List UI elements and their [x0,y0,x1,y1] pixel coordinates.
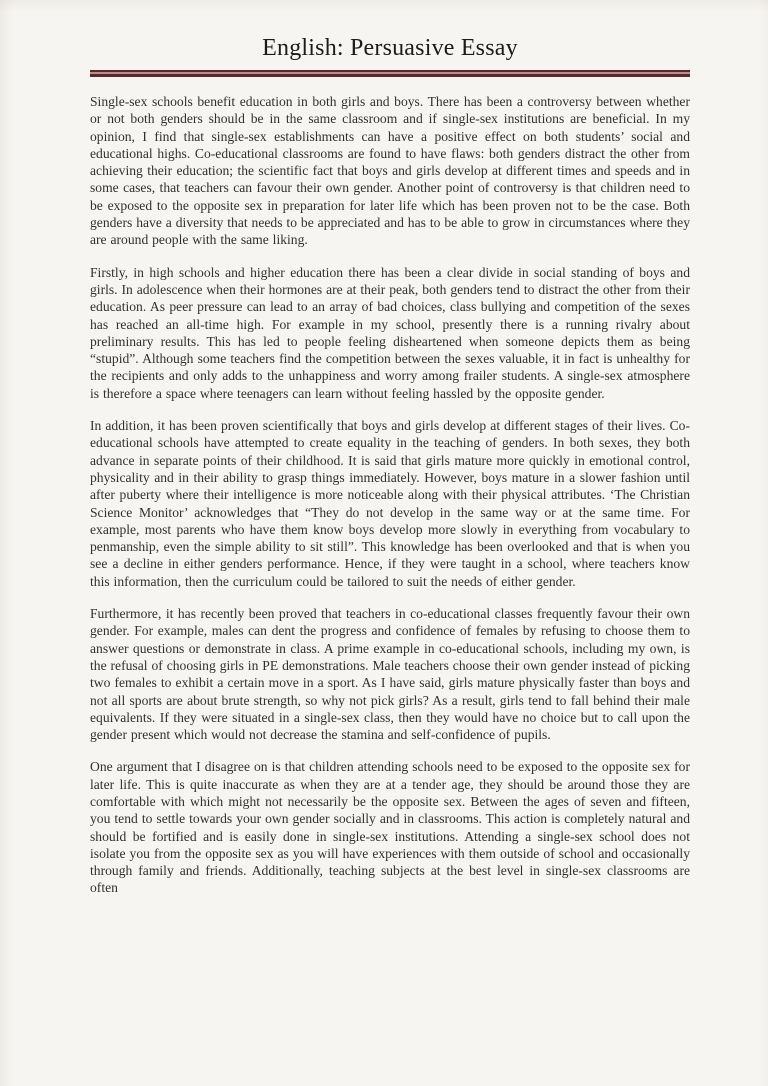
essay-paragraph: One argument that I disagree on is that children attending schools need to be exposed to the opposite sex for later life. This is quite inaccurate as when they are at a tender age, they should be around those they are comfortable with which might not necessarily be the opposite sex. Between the ages of seven and fifteen, you tend to settle towards your own gender socially and in classrooms. This action is completely natural and should be fortified and is easily done in single-sex institutions. Attending a single-sex school does not isolate you from the opposite sex as you will have experiences with them outside of school and occasionally through family and friends. Additionally, teaching subjects at the best level in single-sex classrooms are often [90,759,690,896]
essay-paragraph: Single-sex schools benefit education in both girls and boys. There has been a controversy between whether or not both genders should be in the same classroom and if single-sex institutions are beneficial. In my opinion, I find that single-sex establishments can have a positive effect on both students’ social and educational highs. Co-educational classrooms are found to have flaws: both genders distract the other from achieving their education; the scientific fact that boys and girls develop at different times and speeds and in some cases, that teachers can favour their own gender. Another point of controversy is that children need to be exposed to the opposite sex in preparation for later life which has been proven not to be the case. Both genders have a diversity that needs to be appreciated and has to be able to grow in circumstances where they are around people with the same liking. [90,94,690,248]
title-divider [90,70,690,77]
page-title: English: Persuasive Essay [262,35,518,61]
essay-paragraph: Firstly, in high schools and higher education there has been a clear divide in social standing of boys and girls. In adolescence when their hormones are at their peak, both genders tend to distract the other from their education. As peer pressure can lead to an array of bad choices, class bullying and competition of the sexes has reached an all-time high. For example in my school, presently there is a running rivalry about preliminary results. This has led to people feeling disheartened when someone depicts them as being “stupid”. Although some teachers find the competition between the sexes valuable, it in fact is unhealthy for the recipients and only adds to the unhappiness and worry among frailer students. A single-sex atmosphere is therefore a space where teenagers can learn without feeling hassled by the opposite gender. [90,264,690,401]
essay-paragraph: In addition, it has been proven scientifically that boys and girls develop at different stages of their lives. Co-educational schools have attempted to create equality in the teaching of genders. In both sexes, they both advance in separate points of their childhood. It is said that girls mature more quickly in emotional control, physicality and in their ability to grasp things immediately. However, boys mature in a slower fashion until after puberty where their intelligence is more noticeable along with their physical attributes. ‘The Christian Science Monitor’ acknowledges that “They do not develop in the same way or at the same time. For example, most parents who have them know boys develop more slowly in everything from vocabulary to penmanship, even the simple ability to sit still”. This knowledge has been overlooked and that is when you see a decline in either genders performance. Hence, if they were taught in a school, where teachers know this information, then the curriculum could be tailored to suit the needs of either gender. [90,418,690,589]
essay-body [90,93,690,897]
essay-paragraph: Furthermore, it has recently been proved that teachers in co-educational classes frequently favour their own gender. For example, males can dent the progress and confidence of females by refusing to choose them to answer questions or demonstrate in class. A prime example in co-educational schools, including my own, is the refusal of choosing girls in PE demonstrations. Male teachers choose their own gender instead of picking two females to exhibit a certain move in a sport. As I have said, girls mature physically faster than boys and not all sports are about brute strength, so why not pick girls? As a result, girls tend to fall behind their male equivalents. If they were situated in a single-sex class, then they would have no choice but to call upon the gender present which would not decrease the stamina and self-confidence of pupils. [90,606,690,743]
